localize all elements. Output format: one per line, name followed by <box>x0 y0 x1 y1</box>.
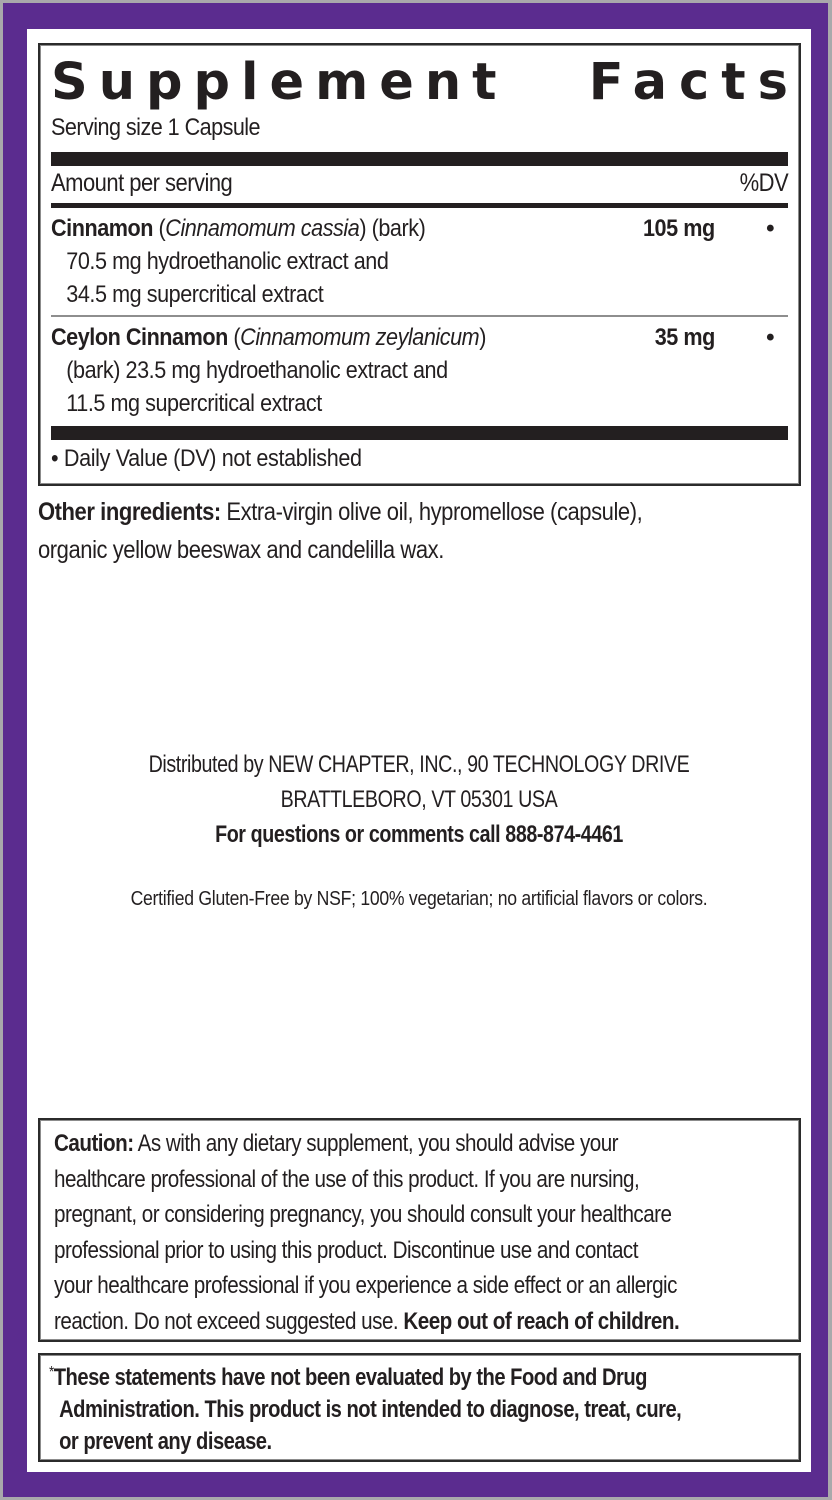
fda-disclaimer-text: or prevent any disease. <box>59 1428 272 1455</box>
fda-disclaimer-text: Administration. This product is not intended to diagnose, treat, cure, <box>59 1396 682 1423</box>
title-word-facts: Facts <box>588 53 800 112</box>
ingredient-detail: 70.5 mg hydroethanolic extract and <box>66 248 389 275</box>
caution-text: healthcare professional of the use of this product. If you are nursing, <box>54 1165 640 1193</box>
paren-close: ) <box>479 324 486 351</box>
asterisk: * <box>49 1364 54 1381</box>
ingredient-row <box>51 208 788 315</box>
ingredient-dv: • <box>766 215 774 242</box>
keep-out-of-reach-warning: Keep out of reach of children. <box>403 1307 680 1335</box>
caution-text: reaction. Do not exceed suggested use. <box>54 1307 404 1335</box>
other-ingredients-text: Extra-virgin olive oil, hypromellose (capsule), <box>220 498 643 526</box>
ingredient-latin-name: Cinnamomum zeylanicum <box>240 324 480 351</box>
serving-size: Serving size 1 Capsule <box>51 114 261 141</box>
ingredient-amount: 35 mg <box>654 324 715 351</box>
ingredient-detail: 11.5 mg supercritical extract <box>66 390 322 417</box>
certification-statement <box>27 885 811 913</box>
ingredient-row <box>51 317 788 424</box>
ingredient-part: (bark) <box>371 215 426 242</box>
amount-per-serving-label: Amount per serving <box>51 169 233 197</box>
ingredient-dv: • <box>766 324 774 351</box>
supplement-facts-title <box>51 53 800 112</box>
supplement-facts-panel <box>38 43 801 486</box>
ingredient-amount: 105 mg <box>643 215 715 242</box>
thick-divider <box>51 152 788 166</box>
label-card <box>27 29 811 1472</box>
thick-divider <box>51 426 788 440</box>
ingredient-name: Cinnamon <box>51 215 153 242</box>
distributor-address: BRATTLEBORO, VT 05301 USA <box>280 786 558 813</box>
paren-close: ) <box>359 215 367 242</box>
ingredient-detail: (bark) 23.5 mg hydroethanolic extract and <box>66 357 448 384</box>
caution-text: professional prior to using this product. Discontinue use and contact <box>54 1236 638 1264</box>
ingredient-name: Ceylon Cinnamon <box>51 324 228 351</box>
certification-text: Certified Gluten-Free by NSF; 100% vegetarian; no artificial flavors or colors. <box>130 888 708 910</box>
ingredient-latin-name: Cinnamomum cassia <box>165 215 360 242</box>
other-ingredients-text: organic yellow beeswax and candelilla wax. <box>38 536 444 564</box>
fda-disclaimer-box <box>38 1353 801 1462</box>
paren-open: ( <box>233 324 241 351</box>
purple-label-frame <box>3 3 828 1497</box>
caution-label: Caution: <box>54 1130 134 1157</box>
ingredient-detail: 34.5 mg supercritical extract <box>66 281 324 308</box>
dv-label: %DV <box>739 169 788 197</box>
contact-phone: For questions or comments call 888-874-4461 <box>215 821 623 848</box>
caution-text: your healthcare professional if you experience a side effect or an allergic <box>54 1272 677 1299</box>
other-ingredients-label: Other ingredients: <box>38 498 221 526</box>
other-ingredients <box>38 493 808 569</box>
title-word-supplement: Supplement <box>51 53 508 112</box>
distributor-name: Distributed by NEW CHAPTER, INC., 90 TECHNOLOGY DRIVE <box>148 751 690 778</box>
dv-footnote: • Daily Value (DV) not established <box>51 445 362 472</box>
fda-disclaimer-text: These statements have not been evaluated by the Food and Drug <box>53 1364 647 1391</box>
distributor-info <box>27 747 811 852</box>
paren-open: ( <box>158 215 166 242</box>
caution-text: As with any dietary supplement, you should advise your <box>133 1130 619 1157</box>
caution-box <box>38 1118 801 1342</box>
amount-header-row <box>51 166 788 200</box>
caution-text: pregnant, or considering pregnancy, you should consult your healthcare <box>54 1201 672 1228</box>
